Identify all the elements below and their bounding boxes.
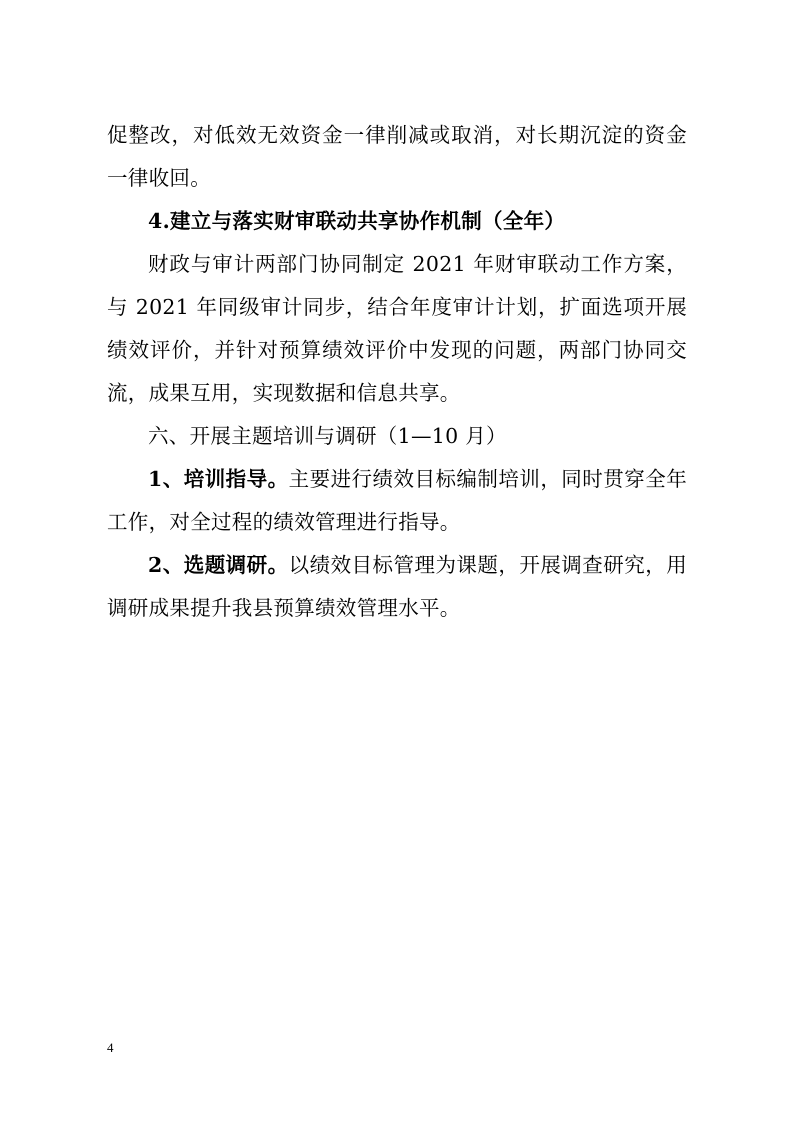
item-training xyxy=(107,458,687,544)
document-body xyxy=(107,114,687,630)
section-heading-4: 4.建立与落实财审联动共享协作机制（全年） xyxy=(148,209,566,233)
paragraph-continuation: 促整改，对低效无效资金一律削减或取消，对长期沉淀的资金一律收回。 xyxy=(107,123,687,190)
item-research-lead: 2、选题调研。 xyxy=(148,553,289,577)
item-research-text: 以绩效目标管理为课题，开展调查研究，用调研成果提升我县预算绩效管理水平。 xyxy=(107,553,687,620)
page-number: 4 xyxy=(107,1040,114,1055)
item-research xyxy=(107,544,687,630)
item-training-text: 主要进行绩效目标编制培训，同时贯穿全年工作，对全过程的绩效管理进行指导。 xyxy=(107,467,687,534)
item-training-lead: 1、培训指导。 xyxy=(148,467,289,491)
paragraph-audit-linkage: 财政与审计两部门协同制定 2021 年财审联动工作方案，与 2021 年同级审计同步，结合年度审计计划，扩面选项开展绩效评价，并针对预算绩效评价中发现的问题，两部门协同交流，成果互用，实现数据和信息共享。 xyxy=(107,252,687,405)
section-heading-6: 六、开展主题培训与调研（1—10 月） xyxy=(148,424,507,448)
